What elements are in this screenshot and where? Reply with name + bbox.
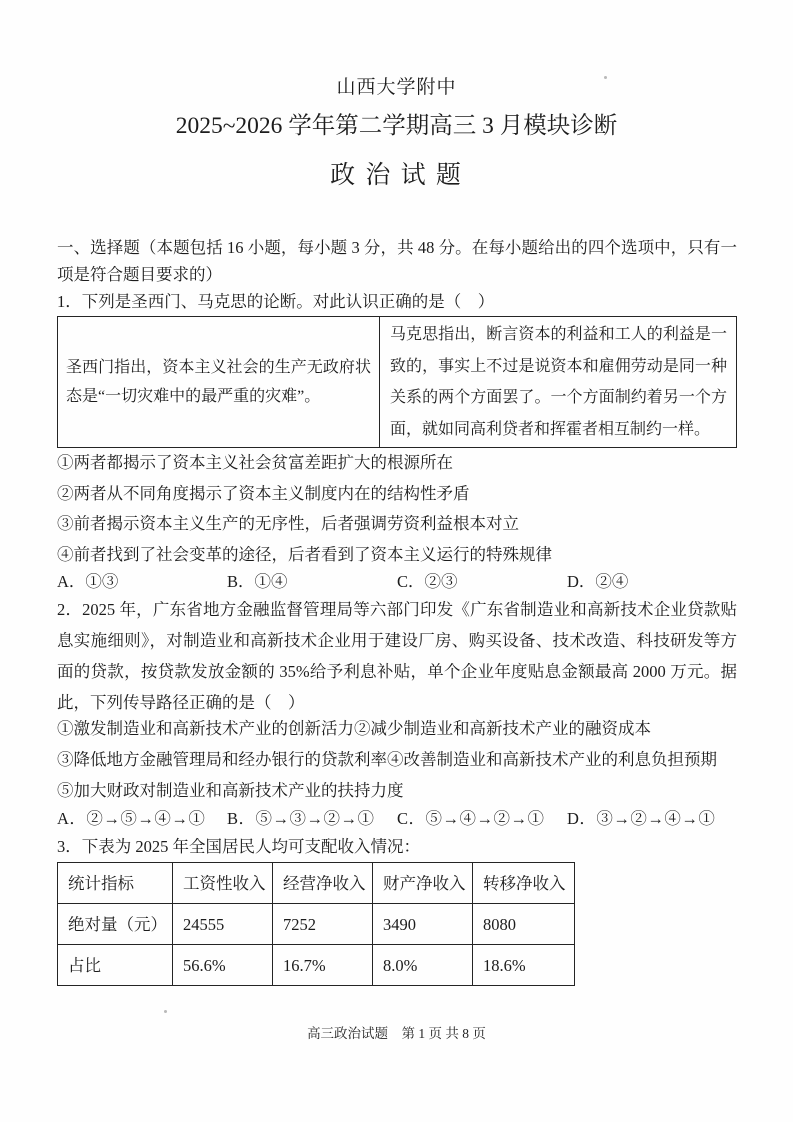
q2-option-b: B．⑤→③→②→①	[227, 809, 375, 829]
q1-table-cell-marx	[380, 317, 736, 447]
q1-table-cell-saint-simon	[58, 317, 380, 447]
q2-statement-line-3: ⑤加大财政对制造业和高新技术产业的扶持力度	[57, 781, 404, 801]
q1-statement-2: ②两者从不同角度揭示了资本主义制度内在的结构性矛盾	[57, 483, 470, 503]
income-table-cell: 3490	[373, 904, 473, 945]
q1-option-d: D．②④	[567, 572, 629, 592]
q2-statements	[57, 713, 737, 806]
income-table-cell: 18.6%	[473, 945, 575, 986]
scan-speck	[604, 76, 607, 79]
page-footer: 高三政治试题 第 1 页 共 8 页	[307, 1026, 486, 1041]
question-1	[57, 288, 737, 594]
income-table-header-cell: 转移净收入	[473, 863, 575, 904]
q2-option-a: A．②→⑤→④→①	[57, 809, 206, 829]
income-table-cell: 占比	[58, 945, 173, 986]
question-3-number: 3．	[57, 837, 82, 857]
q1-option-a: A．①③	[57, 572, 119, 592]
question-3-stem-text: 下表为 2025 年全国居民人均可支配收入情况：	[81, 837, 420, 857]
q1-option-c: C．②③	[397, 572, 458, 592]
q1-table-cell-left-text: 圣西门指出，资本主义社会的生产无政府状态是“一切灾难中的最严重的灾难”。	[66, 358, 371, 406]
question-3	[57, 833, 737, 986]
income-table-header-row	[58, 863, 575, 904]
income-table-header-cell: 统计指标	[58, 863, 173, 904]
q1-comparison-table	[57, 316, 737, 448]
q2-statement-line-1: ①激发制造业和高新技术产业的创新活力②减少制造业和高新技术产业的融资成本	[57, 719, 651, 739]
question-2-stem-text: 2025 年，广东省地方金融监督管理局等六部门印发《广东省制造业和高新技术企业贷款贴息实施细则》，对制造业和高新技术企业用于建设厂房、购买设备、技术改造、科技研发等方面的贷款，按贷款发放金额的 35%给予利息补贴，单个企业年度贴息金额最高 2000 万元。据此，下列传导路径正确的是（ ）	[57, 600, 738, 713]
q1-statement-1: ①两者都揭示了资本主义社会贫富差距扩大的根源所在	[57, 453, 453, 473]
exam-session-subtitle: 2025~2026 学年第二学期高三 3 月模块诊断	[175, 113, 618, 139]
exam-title: 政 治 试 题	[330, 162, 463, 189]
question-2-stem	[57, 594, 737, 718]
q1-options-row	[57, 570, 737, 594]
income-table-row-absolute	[58, 904, 575, 945]
q2-option-d: D．③→②→④→①	[567, 809, 716, 829]
question-1-stem-text: 下列是圣西门、马克思的论断。对此认识正确的是（ ）	[81, 292, 495, 311]
q1-table-cell-right-text: 马克思指出，断言资本的利益和工人的利益是一致的，事实上不过是说资本和雇佣劳动是同一种关系的两个方面罢了。一个方面制约着另一个方面，就如同高利贷者和挥霍者相互制约一样。	[390, 326, 727, 438]
income-table-cell: 24555	[173, 904, 273, 945]
question-3-stem	[57, 833, 737, 860]
section-heading: 一、选择题（本题包括 16 小题，每小题 3 分，共 48 分。在每小题给出的四个选项中，只有一项是符合题目要求的）	[57, 238, 737, 284]
income-table-header-cell: 财产净收入	[373, 863, 473, 904]
q2-statement-line-2: ③降低地方金融管理局和经办银行的贷款利率④改善制造业和高新技术产业的利息负担预期	[57, 750, 717, 770]
q2-options-row	[57, 806, 737, 832]
q1-statement-3: ③前者揭示资本主义生产的无序性，后者强调劳资利益根本对立	[57, 514, 519, 534]
q1-statement-4: ④前者找到了社会变革的途径，后者看到了资本主义运行的特殊规律	[57, 544, 552, 564]
q3-income-table	[57, 862, 575, 986]
question-1-number: 1．	[57, 292, 82, 311]
income-table-cell: 8.0%	[373, 945, 473, 986]
paper-body	[57, 235, 737, 986]
scan-speck	[164, 1010, 167, 1013]
income-table-cell: 7252	[273, 904, 373, 945]
income-table-header-cell: 经营净收入	[273, 863, 373, 904]
income-table-cell: 56.6%	[173, 945, 273, 986]
income-table-cell: 8080	[473, 904, 575, 945]
income-table-header-cell: 工资性收入	[173, 863, 273, 904]
question-2	[57, 594, 737, 832]
q1-option-b: B．①④	[227, 572, 288, 592]
paper-header	[0, 77, 793, 189]
income-table-cell: 16.7%	[273, 945, 373, 986]
q2-option-c: C．⑤→④→②→①	[397, 809, 545, 829]
income-table-cell: 绝对量（元）	[58, 904, 173, 945]
income-table-row-share	[58, 945, 575, 986]
question-1-stem	[57, 288, 737, 316]
q1-statements	[57, 448, 737, 570]
question-2-number: 2．	[57, 600, 83, 620]
school-name: 山西大学附中	[336, 77, 457, 98]
